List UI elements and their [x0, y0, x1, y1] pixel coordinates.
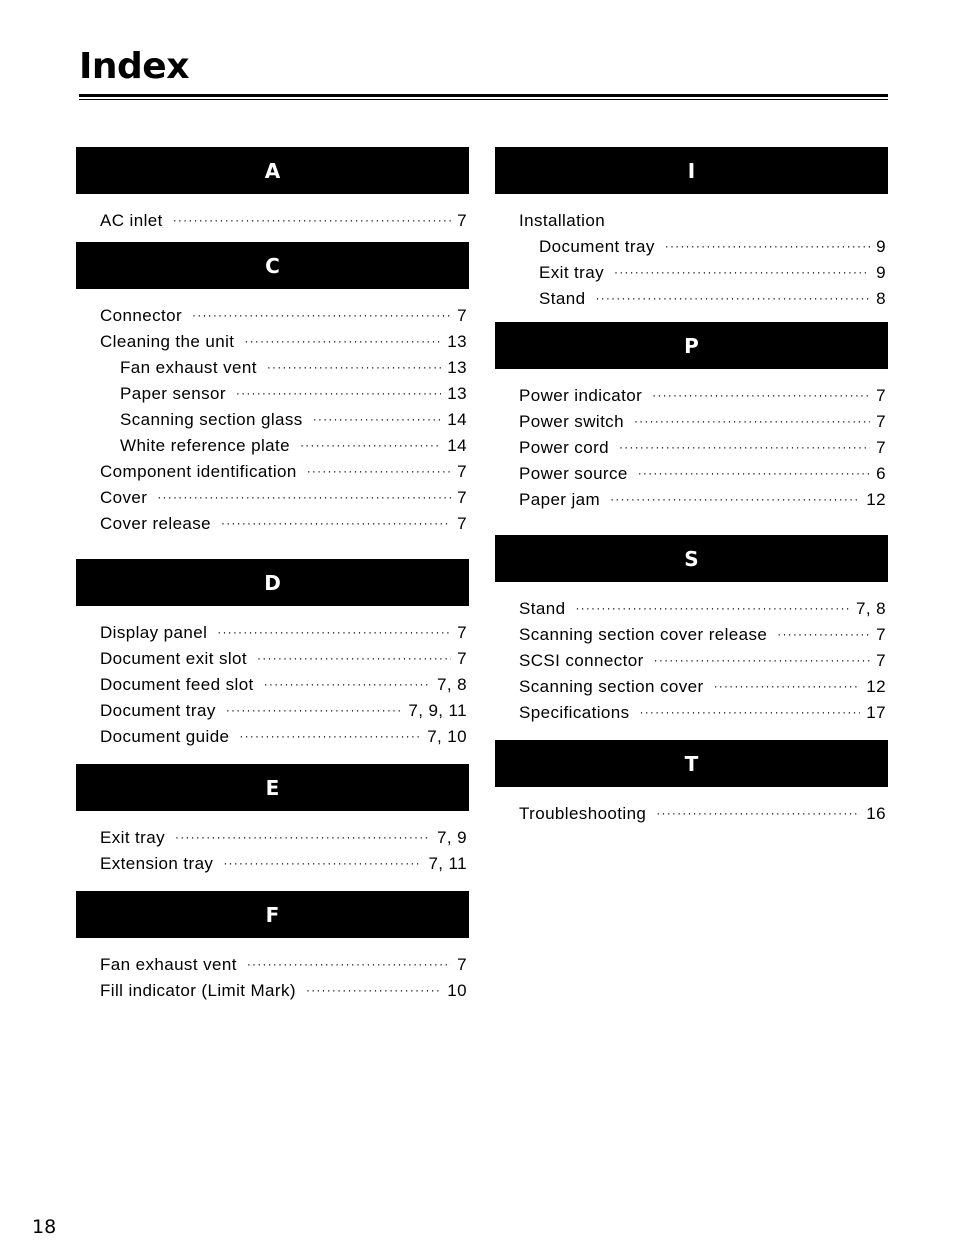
- entry-page-ref: 7: [457, 306, 467, 325]
- entry-page-ref: 9: [876, 237, 886, 256]
- index-entry: [519, 409, 888, 435]
- dot-leader: [264, 671, 431, 697]
- dot-leader: [226, 697, 403, 723]
- entry-label: Fill indicator (Limit Mark): [100, 981, 296, 1000]
- index-entry: [519, 461, 888, 487]
- dot-leader: [652, 382, 870, 408]
- entry-page-ref: 7, 9, 11: [408, 701, 467, 720]
- dot-leader: [595, 285, 870, 311]
- dot-leader: [247, 951, 451, 977]
- dot-leader: [300, 432, 441, 458]
- entry-label: Power source: [519, 464, 628, 483]
- title-rule-thin: [79, 99, 888, 100]
- dot-leader: [192, 302, 451, 328]
- index-section-d: [76, 559, 469, 750]
- entry-label: Document guide: [100, 727, 230, 746]
- entry-page-ref: 7: [876, 386, 886, 405]
- entry-page-ref: 13: [447, 358, 467, 377]
- dot-leader: [654, 647, 870, 673]
- index-subentry: [100, 381, 469, 407]
- entry-page-ref: 7: [876, 412, 886, 431]
- section-header-t: T: [495, 740, 888, 787]
- entry-label: Troubleshooting: [519, 804, 647, 823]
- dot-leader: [714, 673, 861, 699]
- dot-leader: [634, 408, 870, 434]
- section-header-s: S: [495, 535, 888, 582]
- entry-page-ref: 7: [876, 438, 886, 457]
- entry-label: Document feed slot: [100, 675, 254, 694]
- entry-label: Exit tray: [100, 828, 166, 847]
- entry-label: Exit tray: [539, 263, 605, 282]
- index-entry: [100, 698, 469, 724]
- index-entry: [519, 674, 888, 700]
- left-column: [76, 147, 469, 1022]
- index-entry-list: [76, 811, 469, 877]
- entry-page-ref: 7, 9: [437, 828, 467, 847]
- index-entry: [519, 487, 888, 513]
- page-title: Index: [79, 46, 189, 87]
- entry-page-ref: 7, 8: [856, 599, 886, 618]
- entry-label: Stand: [539, 289, 586, 308]
- index-entry: [100, 978, 469, 1004]
- index-subentry: [100, 433, 469, 459]
- dot-leader: [575, 595, 850, 621]
- section-header-i: I: [495, 147, 888, 194]
- index-subentry: [100, 355, 469, 381]
- page-number: 18: [32, 1216, 57, 1238]
- dot-leader: [619, 434, 870, 460]
- entry-label: Specifications: [519, 703, 630, 722]
- index-entry: [100, 646, 469, 672]
- right-column: [495, 147, 888, 841]
- entry-page-ref: 7: [457, 955, 467, 974]
- dot-leader: [665, 233, 870, 259]
- entry-label: Power cord: [519, 438, 609, 457]
- entry-label: Cleaning the unit: [100, 332, 235, 351]
- entry-label: Connector: [100, 306, 183, 325]
- index-section-e: [76, 764, 469, 877]
- dot-leader: [157, 484, 451, 510]
- entry-page-ref: 17: [866, 703, 886, 722]
- entry-label: Paper sensor: [120, 384, 226, 403]
- index-section-s: [495, 535, 888, 726]
- index-entry-list: [76, 606, 469, 750]
- dot-leader: [313, 406, 442, 432]
- index-entry-list: [495, 787, 888, 827]
- index-subentry: [519, 286, 888, 312]
- entry-page-ref: 7: [876, 625, 886, 644]
- dot-leader: [236, 380, 441, 406]
- section-header-f: F: [76, 891, 469, 938]
- index-entry: [519, 596, 888, 622]
- entry-page-ref: 10: [447, 981, 467, 1000]
- entry-label: Document tray: [539, 237, 655, 256]
- entry-page-ref: 9: [876, 263, 886, 282]
- entry-page-ref: 14: [447, 410, 467, 429]
- entry-page-ref: 13: [447, 384, 467, 403]
- index-section-f: [76, 891, 469, 1004]
- index-entry: [100, 303, 469, 329]
- entry-page-ref: 14: [447, 436, 467, 455]
- entry-label: SCSI connector: [519, 651, 644, 670]
- entry-page-ref: 7: [457, 623, 467, 642]
- dot-leader: [306, 977, 441, 1003]
- entry-page-ref: 16: [866, 804, 886, 823]
- entry-page-ref: 7: [457, 462, 467, 481]
- entry-label: Scanning section glass: [120, 410, 303, 429]
- index-entry: [519, 208, 888, 234]
- entry-page-ref: 12: [866, 677, 886, 696]
- section-header-p: P: [495, 322, 888, 369]
- entry-label: Cover: [100, 488, 148, 507]
- entry-label: Power indicator: [519, 386, 643, 405]
- entry-label: Fan exhaust vent: [120, 358, 257, 377]
- dot-leader: [640, 699, 861, 725]
- index-entry: [100, 459, 469, 485]
- dot-leader: [223, 850, 422, 876]
- entry-page-ref: 7, 10: [427, 727, 467, 746]
- section-header-d: D: [76, 559, 469, 606]
- entry-label: Scanning section cover: [519, 677, 704, 696]
- entry-page-ref: 7: [457, 211, 467, 230]
- entry-page-ref: 7, 11: [428, 854, 467, 873]
- index-entry: [100, 724, 469, 750]
- index-section-t: [495, 740, 888, 827]
- index-entry-list: [76, 289, 469, 537]
- entry-label: Display panel: [100, 623, 208, 642]
- dot-leader: [239, 723, 421, 749]
- dot-leader: [267, 354, 441, 380]
- index-entry-list: [76, 938, 469, 1004]
- entry-page-ref: 7: [457, 488, 467, 507]
- dot-leader: [777, 621, 870, 647]
- index-entry: [100, 620, 469, 646]
- index-entry: [100, 511, 469, 537]
- entry-label: Power switch: [519, 412, 624, 431]
- section-header-e: E: [76, 764, 469, 811]
- index-entry: [100, 851, 469, 877]
- entry-label: Fan exhaust vent: [100, 955, 237, 974]
- index-entry: [100, 952, 469, 978]
- entry-page-ref: 7: [457, 514, 467, 533]
- section-header-c: C: [76, 242, 469, 289]
- dot-leader: [307, 458, 451, 484]
- index-section-c: [76, 242, 469, 537]
- index-entry-list: [495, 194, 888, 312]
- index-entry: [519, 700, 888, 726]
- entry-label: White reference plate: [120, 436, 290, 455]
- dot-leader: [610, 486, 860, 512]
- index-entry-list: [76, 194, 469, 234]
- index-entry: [519, 435, 888, 461]
- dot-leader: [638, 460, 870, 486]
- index-section-p: [495, 322, 888, 513]
- index-entry: [519, 648, 888, 674]
- dot-leader: [175, 824, 431, 850]
- index-section-i: [495, 147, 888, 312]
- index-entry-list: [495, 369, 888, 513]
- index-subentry: [519, 234, 888, 260]
- section-header-a: A: [76, 147, 469, 194]
- index-entry: [100, 672, 469, 698]
- dot-leader: [656, 800, 860, 826]
- entry-page-ref: 12: [866, 490, 886, 509]
- index-subentry: [100, 407, 469, 433]
- entry-label: Document tray: [100, 701, 216, 720]
- entry-page-ref: 8: [876, 289, 886, 308]
- dot-leader: [244, 328, 441, 354]
- entry-label: Extension tray: [100, 854, 214, 873]
- index-entry: [100, 825, 469, 851]
- entry-label: Document exit slot: [100, 649, 248, 668]
- index-entry: [519, 622, 888, 648]
- entry-page-ref: 7: [457, 649, 467, 668]
- index-entry: [100, 485, 469, 511]
- index-entry: [519, 383, 888, 409]
- entry-page-ref: 7: [876, 651, 886, 670]
- dot-leader: [614, 259, 870, 285]
- entry-page-ref: 7, 8: [437, 675, 467, 694]
- dot-leader: [217, 619, 451, 645]
- index-entry: [100, 329, 469, 355]
- entry-label: Installation: [519, 211, 606, 230]
- entry-page-ref: 13: [447, 332, 467, 351]
- index-section-a: [76, 147, 469, 234]
- entry-label: Scanning section cover release: [519, 625, 768, 644]
- index-entry-list: [495, 582, 888, 726]
- entry-label: Paper jam: [519, 490, 601, 509]
- index-entry: [519, 801, 888, 827]
- dot-leader: [221, 510, 451, 536]
- index-subentry: [519, 260, 888, 286]
- title-rule: [79, 94, 888, 97]
- entry-label: Stand: [519, 599, 566, 618]
- dot-leader: [257, 645, 451, 671]
- entry-label: Component identification: [100, 462, 297, 481]
- entry-label: AC inlet: [100, 211, 163, 230]
- entry-label: Cover release: [100, 514, 212, 533]
- index-entry: [100, 208, 469, 234]
- entry-page-ref: 6: [876, 464, 886, 483]
- dot-leader: [173, 207, 451, 233]
